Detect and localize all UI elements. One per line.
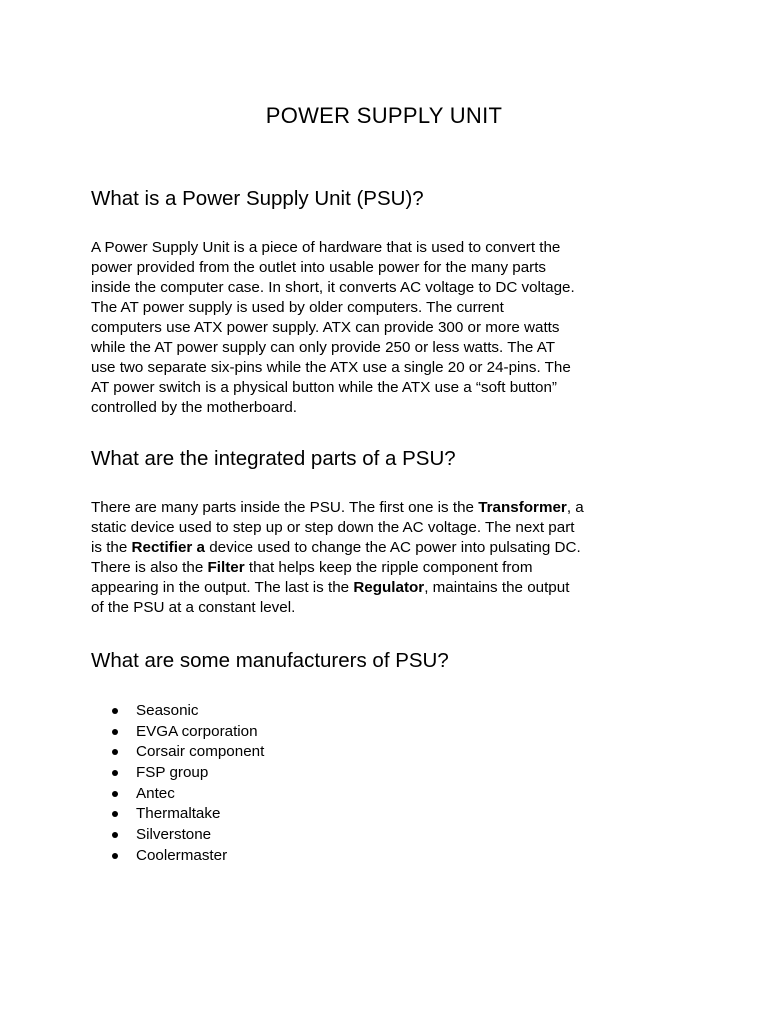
list-item-label: Thermaltake — [136, 805, 221, 823]
section-heading-what-is-psu: What is a Power Supply Unit (PSU)? — [91, 187, 424, 210]
paragraph-line: while the AT power supply can only provide 250 or less watts. The AT — [91, 339, 556, 356]
text-run: There are many parts inside the PSU. The first one is the — [91, 499, 479, 516]
paragraph-line: power provided from the outlet into usable power for the many parts — [91, 259, 547, 276]
paragraph-line: AT power switch is a physical button while the ATX use a “soft button” — [91, 379, 557, 396]
bullet-icon — [112, 729, 118, 735]
paragraph-line — [91, 558, 691, 578]
term-regulator: Regulator — [353, 579, 425, 596]
paragraph-line: computers use ATX power supply. ATX can provide 300 or more watts — [91, 319, 560, 336]
bullet-icon — [112, 770, 118, 776]
paragraph-line: controlled by the motherboard. — [91, 399, 297, 416]
paragraph-line: inside the computer case. In short, it converts AC voltage to DC voltage. — [91, 279, 575, 296]
section-heading-integrated-parts: What are the integrated parts of a PSU? — [91, 447, 456, 470]
text-run: that helps keep the ripple component from — [244, 559, 533, 576]
bullet-icon — [112, 811, 118, 817]
paragraph-line — [91, 538, 691, 558]
list-item-label: Seasonic — [136, 702, 199, 719]
paragraph-line — [91, 498, 691, 518]
text-run: There is also the — [91, 559, 208, 576]
text-run: appearing in the output. The last is the — [91, 579, 354, 596]
paragraph-integrated-parts — [91, 498, 691, 618]
term-transformer: Transformer — [478, 499, 567, 516]
term-filter: Filter — [207, 559, 245, 576]
text-run: device used to change the AC power into pulsating DC. — [204, 539, 581, 556]
paragraph-line — [91, 578, 691, 598]
paragraph-line: A Power Supply Unit is a piece of hardware that is used to convert the — [91, 239, 561, 256]
paragraph-line: static device used to step up or step down the AC voltage. The next part — [91, 519, 575, 536]
list-item-label: Coolermaster — [136, 846, 228, 864]
list-item-label: Corsair component — [136, 743, 265, 761]
bullet-icon — [112, 832, 118, 838]
list-item-label: EVGA corporation — [136, 722, 258, 740]
bullet-icon — [112, 708, 118, 714]
paragraph-line: use two separate six-pins while the ATX use a single 20 or 24-pins. The — [91, 359, 571, 376]
bullet-icon — [112, 749, 118, 755]
text-run: is the — [91, 539, 132, 556]
list-item-label: Silverstone — [136, 826, 212, 844]
paragraph-line: The AT power supply is used by older computers. The current — [91, 299, 504, 316]
list-item-label: FSP group — [136, 764, 209, 782]
bullet-icon — [112, 853, 118, 859]
section-heading-manufacturers: What are some manufacturers of PSU? — [91, 649, 449, 672]
bullet-icon — [112, 791, 118, 797]
text-run: , a — [566, 499, 584, 516]
paragraph-line: of the PSU at a constant level. — [91, 599, 296, 616]
document-title: POWER SUPPLY UNIT — [265, 103, 503, 128]
text-run: , maintains the output — [424, 579, 570, 596]
list-item-label: Antec — [136, 784, 175, 802]
term-rectifier: Rectifier a — [131, 539, 205, 556]
paragraph-what-is-psu — [91, 238, 691, 418]
